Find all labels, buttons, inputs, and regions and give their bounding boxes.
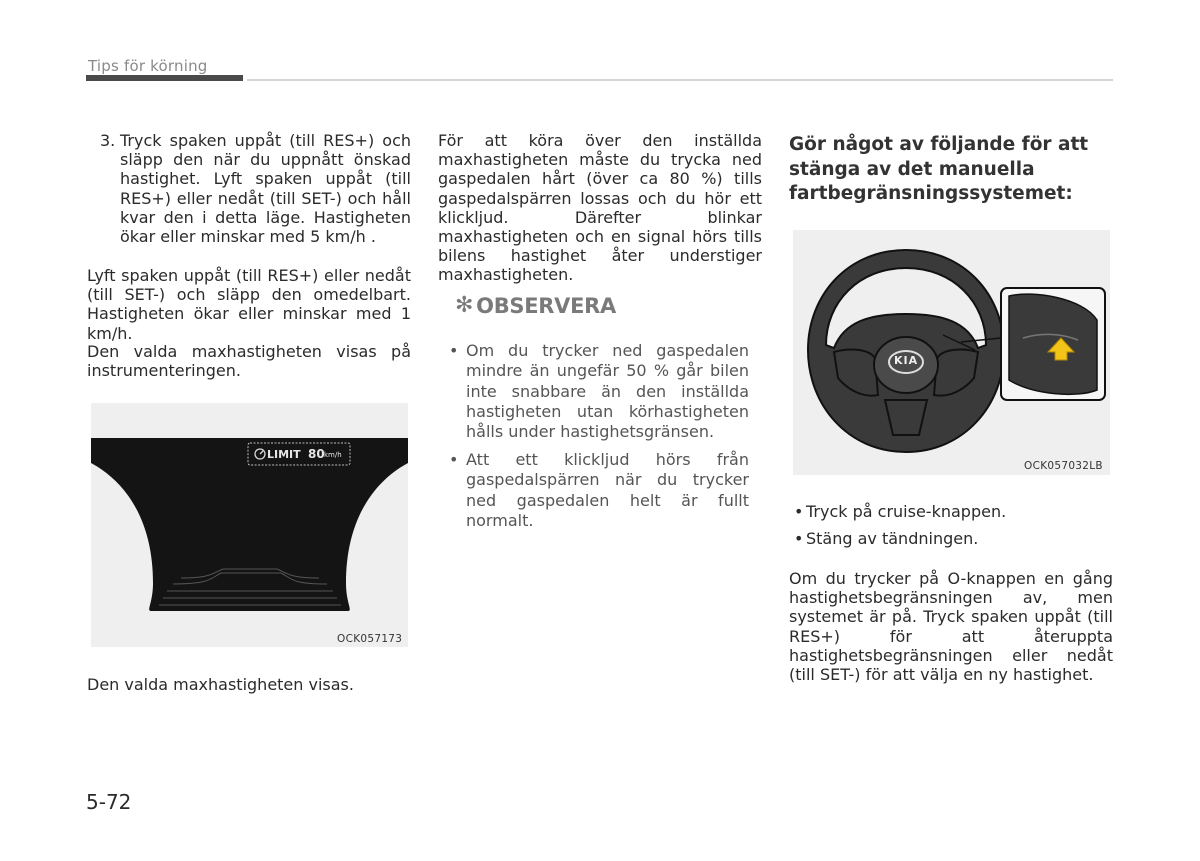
bullet-icon: • <box>794 502 804 521</box>
steering-wheel-figure <box>793 230 1110 475</box>
bullet-icon: • <box>449 341 459 360</box>
list-item <box>794 502 1006 521</box>
bullet-icon: • <box>449 450 459 469</box>
limit-unit: km/h <box>324 451 342 459</box>
paragraph: Den valda maxhastigheten visas på instrumenteringen. <box>87 342 411 381</box>
instrument-cluster-illustration <box>91 403 408 647</box>
step-3 <box>100 131 411 246</box>
limit-label: LIMIT <box>267 448 301 461</box>
section-heading: Gör något av följande för att stänga av det manuella fartbegränsningssystemet: <box>789 134 1089 204</box>
step-number: 3. <box>100 131 116 150</box>
list-item-text: Stäng av tändningen. <box>806 529 979 548</box>
section-title: Tips för körning <box>88 57 208 75</box>
bullet-icon: • <box>794 529 804 548</box>
figure-caption: OCK057173 <box>337 633 403 645</box>
header-rule <box>247 79 1113 81</box>
step-text: Tryck spaken uppåt (till RES+) och släpp den när du uppnått önskad hastighet. Lyft spaken uppåt (till RES+) eller nedåt (till SET-) och håll kvar den i detta läge. Hastigheten ökar eller minskar med 5 km/h . <box>120 131 411 247</box>
note-text: Om du trycker ned gaspedalen mindre än ungefär 50 % går bilen inte snabbare än den inställda hastigheten utan körhastigheten hålls under hastighetsgränsen. <box>466 341 749 442</box>
figure-caption: OCK057032LB <box>1024 460 1103 472</box>
paragraph: Om du trycker på O-knappen en gång hastighetsbegränsningen av, men systemet är på. Tryck spaken uppåt (till RES+) för att återuppta hastighetsbegränsningen eller nedåt (till SET-) för att välja en ny hastighet. <box>789 569 1113 685</box>
list-item <box>794 529 978 548</box>
paragraph: För att köra över den inställda maxhastigheten måste du trycka ned gaspedalen hårt (över ca 80 %) tills gaspedalspärren lossas och du hör ett klickljud. Därefter blinkar maxhastigheten och en signal hörs tills bilens hastighet åter understiger maxhastigheten. <box>438 131 762 285</box>
list-item-text: Tryck på cruise-knappen. <box>806 502 1007 521</box>
page-number: 5-72 <box>86 790 132 814</box>
observera-heading <box>455 293 616 318</box>
paragraph: Lyft spaken uppåt (till RES+) eller nedåt (till SET-) och släpp den omedelbart. Hastigheten ökar eller minskar med 1 km/h. <box>87 266 411 343</box>
note-item <box>449 341 749 442</box>
steering-wheel-illustration <box>793 230 1110 475</box>
logo-text: KIA <box>894 354 919 367</box>
header-bar-dark <box>86 75 243 81</box>
asterisk-icon: ✻ <box>455 293 474 318</box>
cluster-figure <box>91 403 408 647</box>
note-text: Att ett klickljud hörs från gaspedalspärren när du trycker ned gaspedalen helt är fullt normalt. <box>466 450 749 530</box>
paragraph: Den valda maxhastigheten visas. <box>87 675 354 694</box>
limit-value: 80 <box>308 447 325 461</box>
note-item <box>449 450 749 531</box>
observera-title: OBSERVERA <box>476 293 616 318</box>
